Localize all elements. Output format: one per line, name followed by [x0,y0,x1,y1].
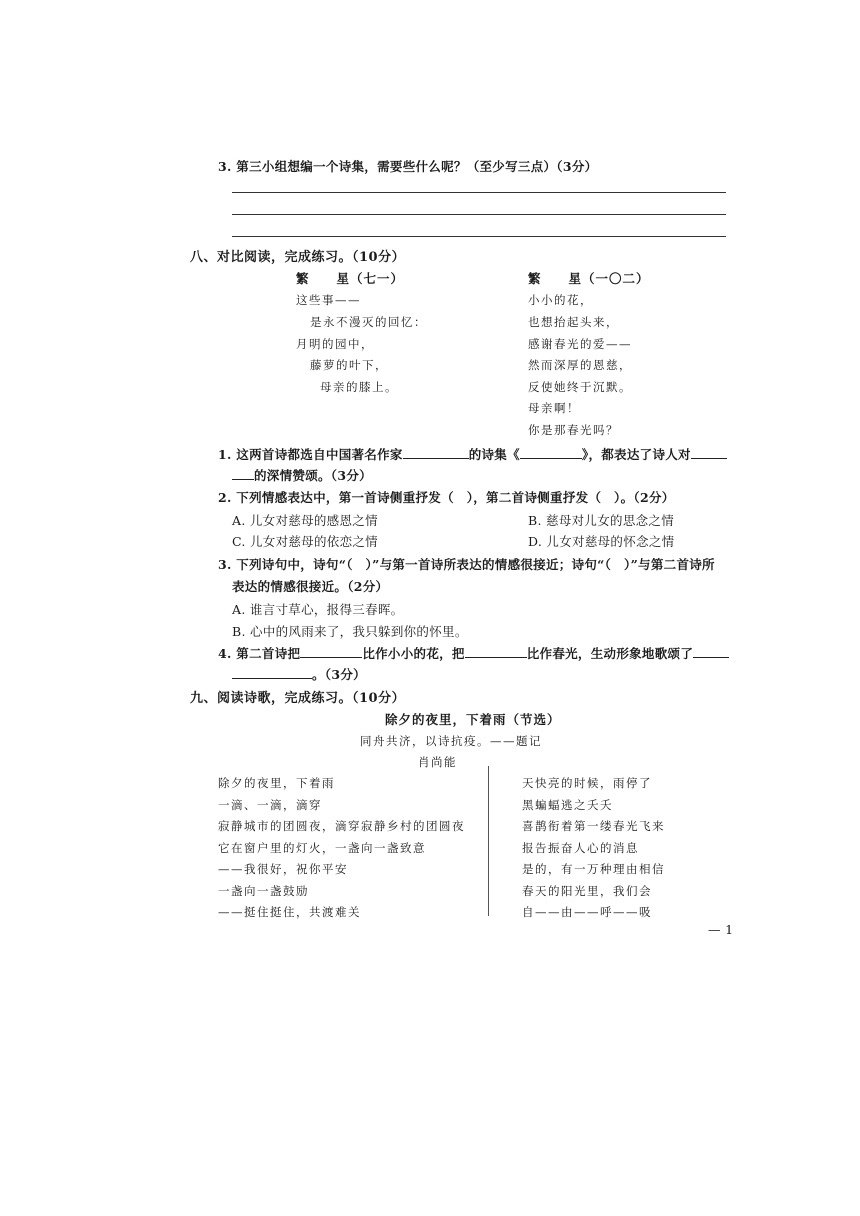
answer-blank[interactable] [232,666,312,679]
question-4: 4. 第二首诗把 比作小小的花，把 比作春光，生动形象地歌颂了 [218,644,729,662]
poem-3-right-line: 报告振奋人心的消息 [522,841,639,855]
answer-blank[interactable] [691,446,727,459]
poem-3-left-line: ——挺住挺住，共渡难关 [218,905,361,919]
option-a[interactable]: A. 儿女对慈母的感恩之情 [232,513,378,528]
poem-2-line: 你是那春光吗？ [528,423,619,437]
poem-3-title: 除夕的夜里，下着雨（节选） [385,712,561,727]
answer-blank[interactable] [520,446,582,459]
option-b[interactable]: B. 心中的风雨来了，我只躲到你的怀里。 [232,624,468,639]
question-1: 1. 这两首诗都选自中国著名作家 的诗集《 》，都表达了诗人对 [218,445,727,463]
poem-3-left-line: ——我很好，祝你平安 [218,862,348,876]
option-a[interactable]: A. 谁言寸草心，报得三春晖。 [232,602,404,617]
poem-3-right-line: 黑蝙蝠逃之夭夭 [522,798,613,812]
section-8-heading: 八、对比阅读，完成练习。（10分） [190,250,406,265]
poem-1-line: 藤萝的叶下， [310,358,388,372]
answer-blank[interactable] [232,467,254,480]
poem-3-right-line: 春天的阳光里，我们会 [522,884,652,898]
poem-2-line: 感谢春光的爱—— [528,337,632,351]
question-2: 2. 下列情感表达中，第一首诗侧重抒发（ ），第二首诗侧重抒发（ ）。（2分） [218,490,675,505]
answer-blank[interactable] [693,645,729,658]
question-4-cont: 。（3分） [232,665,366,683]
column-divider [488,766,489,916]
poem-3-left-line: 一盏向一盏鼓励 [218,884,309,898]
poem-3-right-line: 喜鹊衔着第一缕春光飞来 [522,819,665,833]
poem-2-title: 繁 星（一〇二） [528,271,650,286]
poem-1-line: 母亲的膝上。 [320,380,398,394]
answer-blank[interactable] [300,645,362,658]
answer-blank[interactable] [403,446,469,459]
poem-2-line: 母亲啊！ [528,401,580,415]
section-9-heading: 九、阅读诗歌，完成练习。（10分） [190,691,406,706]
poem-2-line: 小小的花， [528,293,593,307]
poem-1-line: 月明的园中， [296,337,374,351]
page-number: — 1 [708,922,734,937]
poem-2-line: 反使她终于沉默。 [528,380,632,394]
poem-3-author: 肖尚能 [418,755,457,769]
poem-1-title: 繁 星（七一） [296,271,405,286]
poem-3-right-line: 自——由——呼——吸 [522,905,652,919]
poem-3-left-line: 一滴、一滴，滴穿 [218,798,322,812]
answer-line[interactable] [232,192,726,193]
answer-blank[interactable] [465,645,527,658]
poem-1-line: 这些事—— [296,293,361,307]
question-3-top: 3. 第三小组想编一个诗集，需要些什么呢？（至少写三点）（3分） [218,159,598,174]
poem-2-line: 也想抬起头来， [528,315,619,329]
option-c[interactable]: C. 儿女对慈母的依恋之情 [232,534,378,549]
poem-3-right-line: 是的，有一万种理由相信 [522,862,665,876]
poem-1-line: 是永不漫灭的回忆： [310,315,427,329]
option-b[interactable]: B. 慈母对儿女的思念之情 [528,513,675,528]
answer-line[interactable] [232,236,726,237]
question-1-cont: 的深情赞颂。（3分） [232,466,372,484]
poem-3-left-line: 它在窗户里的灯火，一盏向一盏致意 [218,841,426,855]
poem-3-left-line: 寂静城市的团圆夜，滴穿寂静乡村的团圆夜 [218,819,465,833]
question-3: 3. 下列诗句中，诗句“（ ）”与第一首诗所表达的情感很接近；诗句“（ ）”与第二首诗所 [218,557,715,572]
poem-2-line: 然而深厚的恩慈， [528,358,632,372]
poem-3-right-line: 天快亮的时候，雨停了 [522,776,652,790]
poem-3-epigraph: 同舟共济，以诗抗疫。——题记 [360,734,542,748]
answer-line[interactable] [232,214,726,215]
poem-3-left-line: 除夕的夜里，下着雨 [218,776,335,790]
option-d[interactable]: D. 儿女对慈母的怀念之情 [528,534,675,549]
question-3-cont: 表达的情感很接近。（2分） [232,579,389,594]
